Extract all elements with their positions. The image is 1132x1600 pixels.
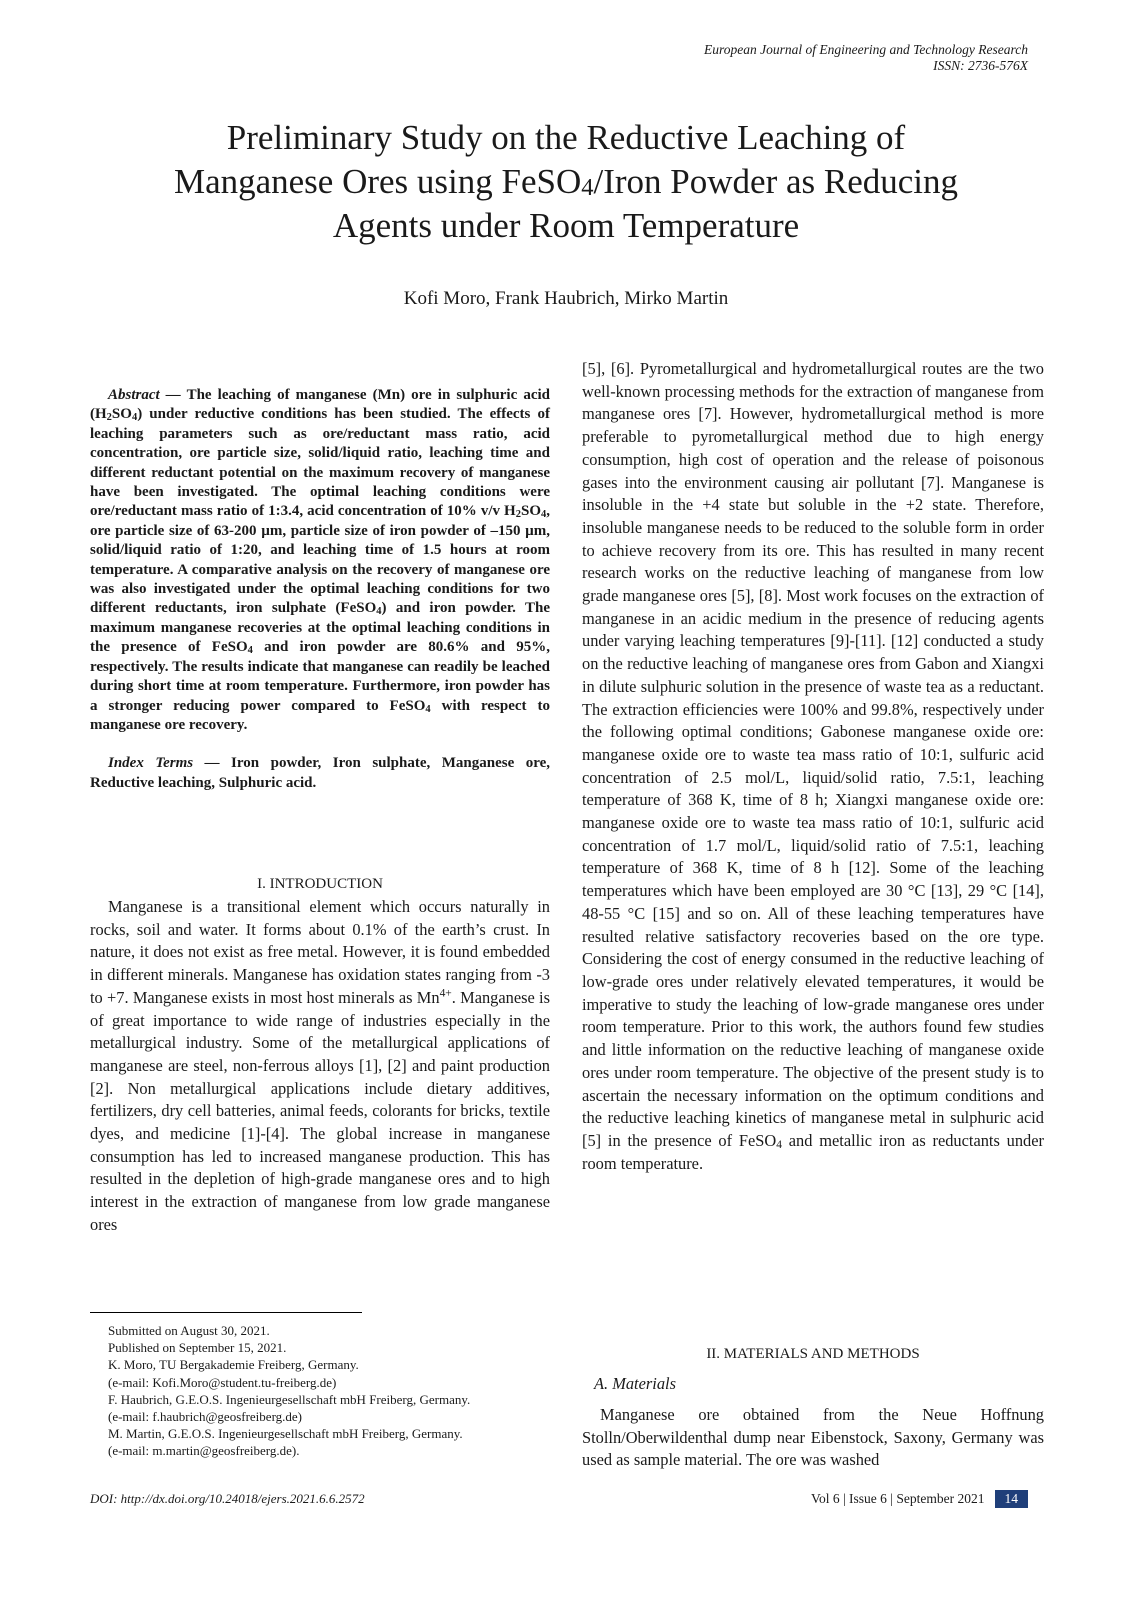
abstract-text: The leaching of manganese (Mn) ore in sulphuric acid (H	[90, 387, 550, 423]
superscript: 4+	[439, 987, 452, 1000]
title-line-2-part-b: /Iron Powder as Reducing	[593, 162, 959, 201]
abstract-text: ) and iron powder. The maximum manganese recoveries at the optimal leaching conditions in the presence of FeSO	[90, 600, 550, 656]
abstract	[90, 386, 550, 735]
left-column	[90, 386, 550, 793]
footnotes	[108, 1322, 568, 1460]
subscript: 4	[247, 645, 253, 657]
intro-paragraph-continued: [5], [6]. Pyrometallurgical and hydrometallurgical routes are the two well-known processing methods for the extraction of manganese from manganese ores [7]. However, hydrometallurgical method is more preferable to pyrometallurgical method due to high energy consumption, high cost of operation and the release of poisonous gases into the environment causing air pollutant [7]. Manganese is insoluble in the +4 state but soluble in the +2 state. Therefore, insoluble manganese needs to be reduced to the soluble form in order to achieve recovery from its ore. This has resulted in many recent research works on the reductive leaching of manganese from low grade manganese ores [5], [8]. Most work focuses on the extraction of manganese in an acidic medium in the presence of reducing agents under varying leaching temperatures [9]-[11]. [12] conducted a study on the reductive leaching of manganese ores from Gabon and Xiangxi in dilute sulphuric solution in the presence of waste tea as a reductant. The extraction efficiencies were 100% and 99.8%, respectively under the following optimal conditions; Gabonese manganese oxide ore: manganese oxide ore to waste tea mass ratio of 10:1, sulfuric acid concentration of 2.5 mol/L, liquid/solid ratio, 7.5:1, leaching temperature of 368 K, time of 8 h; Xiangxi manganese oxide ore: manganese oxide ore to waste tea mass ratio of 10:1, sulfuric acid concentration of 1.7 mol/L, liquid/solid ratio of 7.5:1, leaching temperature of 368 K, time of 8 h [12]. Some of the leaching temperatures which have been employed are 30 °C [13], 29 °C [14], 48-55 °C [15] and so on. All of these leaching temperatures have resulted relative satisfactory recoveries based on the ore type. Considering the cost of energy consumed in the reductive leaching of low-grade ores under relatively elevated temperatures, it would be imperative to study the leaching of low-grade manganese ores under room temperature. Prior to this work, the authors found few studies and little information on the reductive leaching of manganese oxide ores under room temperature. The objective of the present study is to ascertain the necessary information on the optimum conditions and the reductive leaching kinetics of manganese metal in sulphuric acid [5] in the presence of FeSO	[582, 359, 1044, 1150]
section-number: I. I	[257, 876, 275, 892]
footnote-affiliation: F. Haubrich, G.E.O.S. Ingenieurgesellschaft mbH Freiberg, Germany.	[108, 1391, 471, 1407]
materials-paragraph: Manganese ore obtained from the Neue Hoffnung Stolln/Oberwildenthal dump near Eibenstock, Saxony, Germany was used as sample material. The ore was washed	[582, 1405, 1044, 1470]
subscript: 4	[131, 412, 138, 424]
abstract-text: SO	[520, 503, 541, 520]
subscript: 2	[515, 509, 521, 521]
subsection-heading-materials: A. Materials	[594, 1374, 676, 1393]
subscript: 2	[106, 412, 112, 424]
index-terms-lead: Index Terms —	[108, 755, 220, 772]
footnote-rule	[90, 1312, 362, 1313]
footnote-submitted: Submitted on August 30, 2021.	[108, 1323, 270, 1338]
index-terms	[90, 754, 550, 793]
section-heading-materials-methods	[582, 1346, 1044, 1363]
footnote-email: (e-mail: m.martin@geosfreiberg.de).	[108, 1443, 300, 1459]
subscript: 4	[541, 509, 547, 521]
abstract-lead: Abstract —	[108, 387, 181, 403]
authors: Kofi Moro, Frank Haubrich, Mirko Martin	[403, 288, 729, 309]
subscript: 4	[425, 703, 431, 715]
section-title: NTRODUCTION	[274, 876, 383, 892]
paper-title	[90, 116, 1042, 248]
materials-text	[582, 1404, 1044, 1472]
journal-name: European Journal of Engineering and Technology Research	[704, 42, 1028, 57]
footnote-published: Published on September 15, 2021.	[108, 1340, 287, 1356]
subscript: 4	[776, 1138, 782, 1151]
title-line-2-part-a: Manganese Ores using FeSO	[173, 162, 582, 201]
journal-issn: ISSN: 2736-576X	[933, 58, 1028, 73]
intro-paragraph: Manganese is a transitional element which occurs naturally in rocks, soil and water. It forms about 0.1% of the earth’s crust. In nature, it does not exist as free metal. However, it is found embedded in different minerals. Manganese has oxidation states ranging from -3 to +7. Manganese exists in most host minerals as Mn	[90, 897, 550, 1007]
title-line-1: Preliminary Study on the Reductive Leaching of	[226, 118, 906, 157]
journal-header	[704, 42, 1028, 74]
section-title: ETHODS	[860, 1346, 920, 1362]
section-number: II. M	[706, 1346, 738, 1362]
subscript: 4	[376, 606, 382, 618]
intro-paragraph: . Manganese is of great importance to wide range of industries especially in the metallurgical industry. Some of the metallurgical applications of manganese are steel, non-ferrous alloys [1], [2] and paint production [2]. Non metallurgical applications include dietary additives, fertilizers, dry cell batteries, animal feeds, colorants for bricks, textile dyes, and medicine [1]-[4]. The global increase in manganese consumption has led to increased manganese production. This has resulted in the depletion of high-grade manganese ores and to high interest in the extraction of manganese from low grade manganese ores	[90, 987, 550, 1234]
intro-paragraph-continued: and metallic iron as reductants under room temperature.	[582, 1130, 1044, 1173]
footnote-email: (e-mail: Kofi.Moro@student.tu-freiberg.de)	[108, 1374, 337, 1390]
footnote-affiliation: M. Martin, G.E.O.S. Ingenieurgesellschaft mbH Freiberg, Germany.	[108, 1426, 463, 1442]
page-info	[811, 1490, 1028, 1508]
title-line-2	[90, 160, 1042, 204]
right-column	[582, 358, 1044, 1175]
title-subscript: 4	[581, 174, 594, 201]
section-title: ATERIALS AND	[737, 1346, 848, 1362]
abstract-text: , ore particle size of 63-200 µm, particle size of iron powder of –150 µm, solid/liquid ratio of 1:20, and leaching time of 1.5 hours at room temperature. A comparative analysis on the recovery of manganese ore was also investigated under the optimal leaching conditions for two different reductants, iron sulphate (FeSO	[90, 503, 550, 617]
section-heading-introduction	[90, 876, 550, 893]
page-number-badge: 14	[995, 1490, 1029, 1508]
introduction-left-text	[90, 896, 550, 1237]
footnote-email: (e-mail: f.haubrich@geosfreiberg.de)	[108, 1409, 303, 1425]
index-terms-text: Iron powder, Iron sulphate, Manganese ore, Reductive leaching, Sulphuric acid.	[90, 755, 550, 791]
section-title: M	[847, 1346, 861, 1362]
footnote-affiliation: K. Moro, TU Bergakademie Freiberg, Germany.	[108, 1357, 359, 1373]
abstract-text: SO	[111, 406, 132, 423]
abstract-text: with respect to manganese ore recovery.	[90, 697, 550, 733]
abstract-text: and iron powder are 80.6% and 95%, respectively. The results indicate that manganese can readily be leached during short time at room temperature. Furthermore, iron powder has a stronger reducing power compared to FeSO	[90, 639, 550, 714]
abstract-text: ) under reductive conditions has been studied. The effects of leaching parameters such as ore/reductant mass ratio, acid concentration, ore particle size, solid/liquid ratio, leaching time and different reductant potential on the maximum recovery of manganese have been investigated. The optimal leaching conditions were ore/reductant mass ratio of 1:3.4, acid concentration of 10% v/v H	[90, 406, 550, 520]
volume-issue: Vol 6 | Issue 6 | September 2021	[810, 1491, 985, 1506]
title-line-3: Agents under Room Temperature	[332, 206, 800, 245]
doi-link[interactable]: DOI: http://dx.doi.org/10.24018/ejers.2021.6.6.2572	[90, 1491, 365, 1506]
